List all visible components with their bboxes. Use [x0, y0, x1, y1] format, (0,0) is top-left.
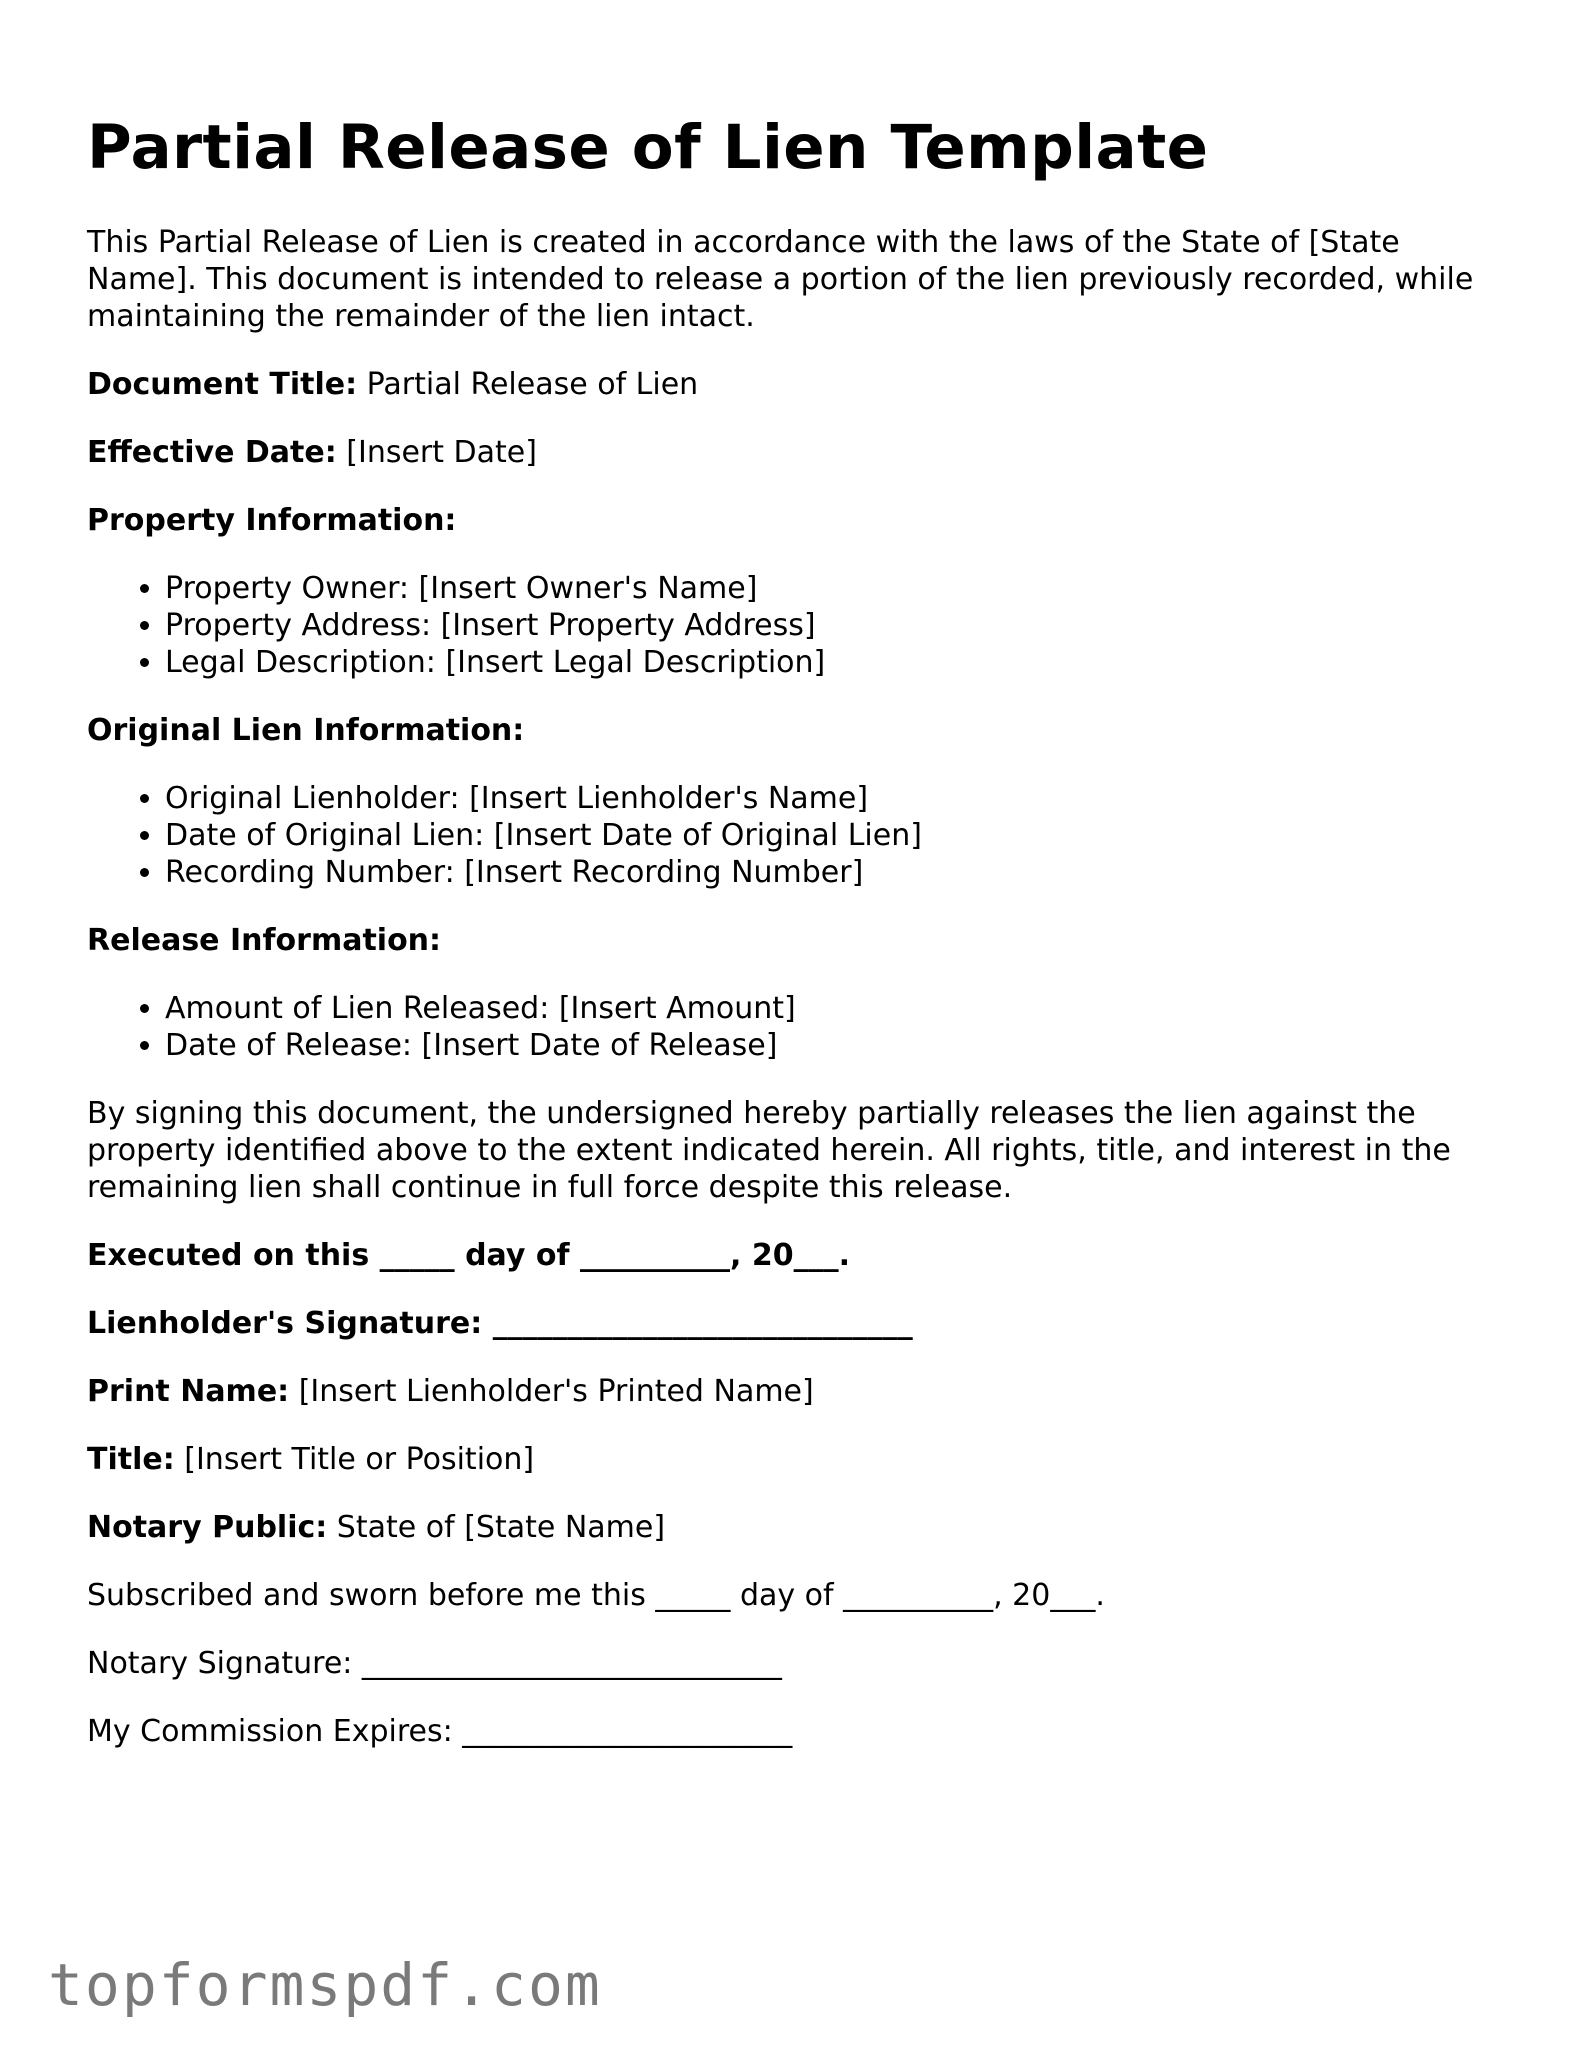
list-item: • Date of Release: [Insert Date of Release]	[165, 1027, 1517, 1064]
document-page	[87, 108, 1517, 1750]
property-list	[87, 570, 1517, 681]
list-item: • Date of Original Lien: [Insert Date of Original Lien]	[165, 817, 1517, 854]
list-item: • Amount of Lien Released: [Insert Amount]	[165, 990, 1517, 1027]
title-line	[87, 1441, 1517, 1478]
notary-public-line	[87, 1509, 1517, 1546]
list-item: • Property Address: [Insert Property Address]	[165, 607, 1517, 644]
document-title-label: Document Title:	[87, 367, 358, 402]
document-title-value: Partial Release of Lien	[357, 367, 699, 402]
release-list	[87, 990, 1517, 1064]
release-heading	[87, 922, 1517, 959]
print-name-label: Print Name:	[87, 1374, 290, 1409]
title-value: [Insert Title or Position]	[174, 1442, 535, 1477]
property-heading	[87, 502, 1517, 539]
list-item: • Recording Number: [Insert Recording Number]	[165, 854, 1517, 891]
executed-line	[87, 1237, 1517, 1274]
executed-text: Executed on this _____ day of __________, 20___.	[87, 1238, 850, 1273]
original-lien-heading	[87, 712, 1517, 749]
effective-date-line	[87, 434, 1517, 471]
effective-date-value: [Insert Date]	[336, 435, 537, 470]
intro-paragraph: This Partial Release of Lien is created in accordance with the laws of the State of [State Name]. This document is intended to release a portion of the lien previously recorded, while maintaining the remainder of the lien intact.	[87, 225, 1474, 334]
effective-date-label: Effective Date:	[87, 435, 337, 470]
document-heading: Partial Release of Lien Template	[87, 112, 1209, 183]
property-heading-text: Property Information:	[87, 503, 457, 538]
original-lien-heading-text: Original Lien Information:	[87, 713, 525, 748]
lienholder-signature-line	[87, 1305, 1517, 1342]
release-heading-text: Release Information:	[87, 923, 442, 958]
notary-public-label: Notary Public:	[87, 1510, 328, 1545]
title-label: Title:	[87, 1442, 175, 1477]
list-item: • Original Lienholder: [Insert Lienholder's Name]	[165, 780, 1517, 817]
print-name-line	[87, 1373, 1517, 1410]
document-title-line	[87, 366, 1517, 403]
print-name-value: [Insert Lienholder's Printed Name]	[289, 1374, 814, 1409]
watermark-text: topformspdf.com	[48, 1951, 602, 2019]
commission-expires-line: My Commission Expires: ______________________	[87, 1714, 793, 1749]
notary-public-value: State of [State Name]	[327, 1510, 666, 1545]
notary-signature-line: Notary Signature: ____________________________	[87, 1646, 782, 1681]
list-item: • Legal Description: [Insert Legal Description]	[165, 644, 1517, 681]
release-statement: By signing this document, the undersigned hereby partially releases the lien against the property identified above to the extent indicated herein. All rights, title, and interest in the remaining lien shall continue in full force despite this release.	[87, 1096, 1451, 1205]
list-item: • Property Owner: [Insert Owner's Name]	[165, 570, 1517, 607]
subscribed-line: Subscribed and sworn before me this _____ day of __________, 20___.	[87, 1578, 1105, 1613]
original-lien-list	[87, 780, 1517, 891]
lienholder-signature-text: Lienholder's Signature: ____________________________	[87, 1306, 913, 1341]
